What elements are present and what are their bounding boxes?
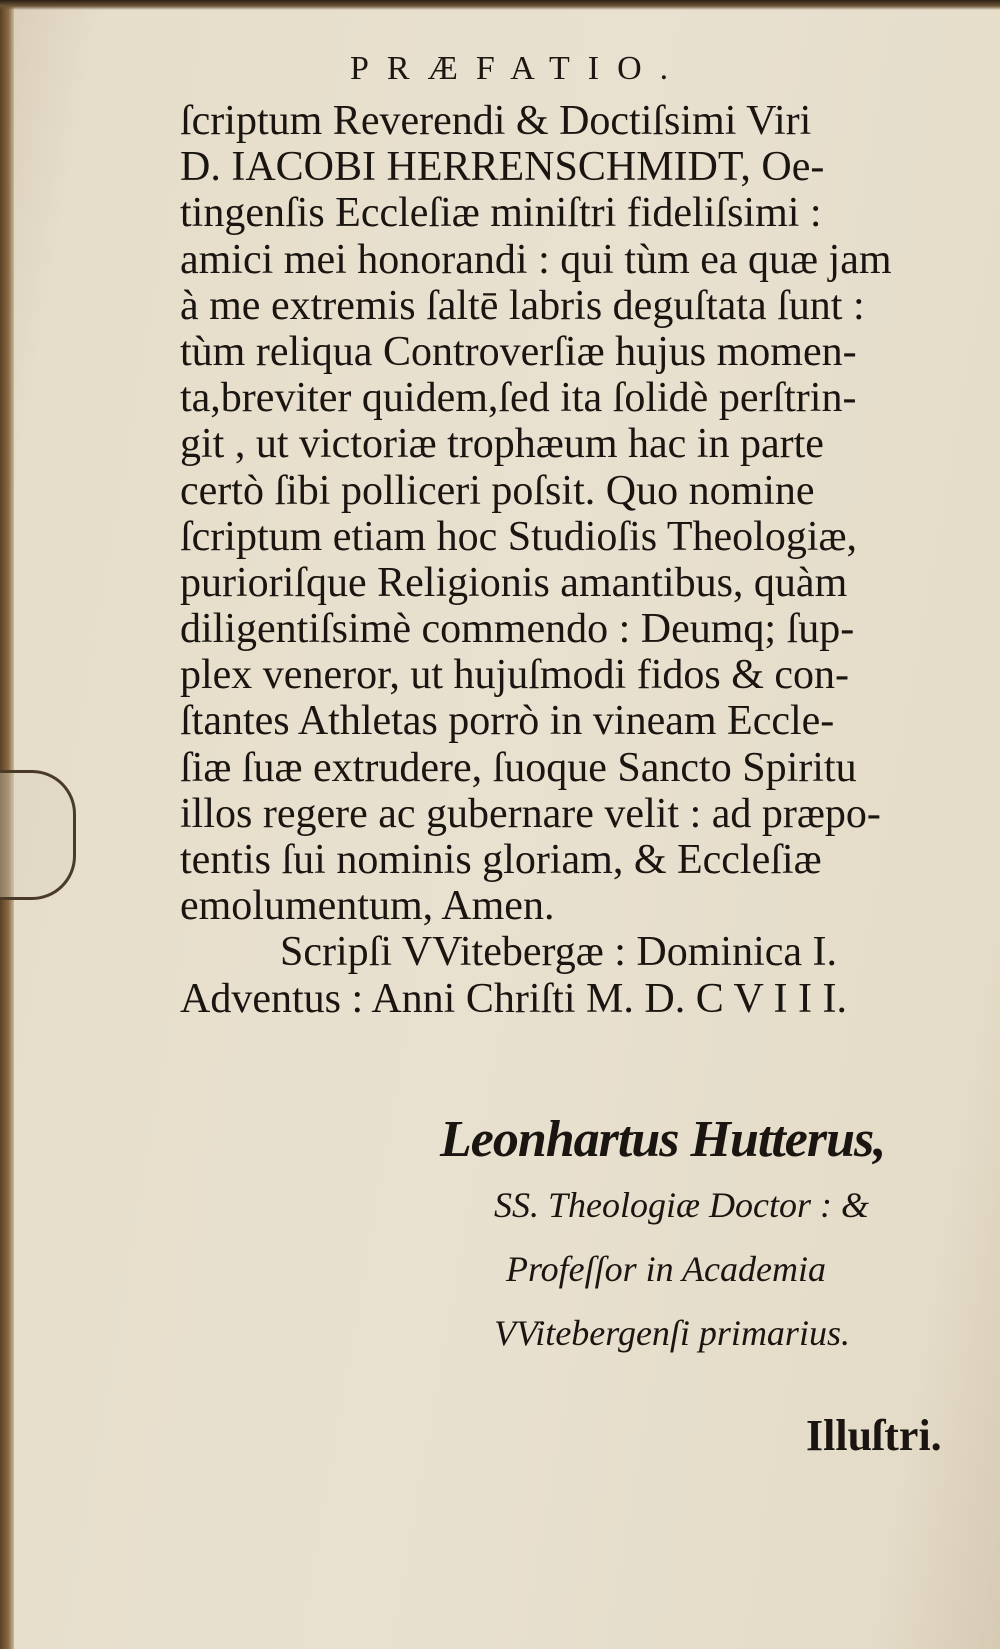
text-line: amici mei honorandi : qui tùm ea quæ jam <box>180 236 892 283</box>
text-line: tentis ſui nominis gloriam, & Eccleſiæ <box>180 837 822 883</box>
dateline: Scripſi VVitebergæ : Dominica I. <box>280 929 838 976</box>
author-title-line-3: VVitebergenſi primarius. <box>494 1313 850 1353</box>
page-top-edge <box>0 0 1000 10</box>
text-line: ſtantes Athletas porrò in vineam Eccle- <box>180 698 835 745</box>
body-text <box>180 98 960 1022</box>
text-line: diligentiſsimè commendo : Deumq; ſup- <box>180 606 855 653</box>
text-line: emolumentum, Amen. <box>180 883 555 930</box>
text-line: ſcriptum etiam hoc Studioſis Theologiæ, <box>180 513 858 560</box>
text-line: tingenſis Eccleſiæ miniſtri fideliſsimi : <box>180 190 822 237</box>
text-line: purioriſque Religionis amantibus, quàm <box>180 559 848 606</box>
signature-block <box>440 1110 960 1361</box>
text-line: ſcriptum Reverendi & Doctiſsimi Viri <box>180 98 812 144</box>
text-line: plex veneror, ut hujuſmodi fidos & con- <box>180 652 850 699</box>
text-line: ta,breviter quidem,ſed ita ſolidè perſtrin- <box>180 375 857 422</box>
dateline-continued: Adventus : Anni Chriſti M. D. C V I I I. <box>180 975 847 1022</box>
text-line: D. IACOBI HERRENSCHMIDT, Oe- <box>180 144 825 191</box>
author-name: Leonhartus Hutterus, <box>440 1111 886 1168</box>
text-line: ſiæ ſuæ extrudere, ſuoque Sancto Spiritu <box>180 744 857 791</box>
text-line: illos regere ac gubernare velit : ad præpo- <box>180 790 881 837</box>
author-title-line-1: SS. Theologiæ Doctor : & <box>494 1185 869 1225</box>
catchword: Illuſtri. <box>806 1411 942 1460</box>
text-line: tùm reliqua Controverſiæ hujus momen- <box>180 328 857 375</box>
author-title-line-2: Profeſſor in Academia <box>506 1249 826 1289</box>
text-line: certò ſibi polliceri poſsit. Quo nomine <box>180 467 815 514</box>
running-header: PRÆFATIO. <box>350 50 687 87</box>
text-line: git , ut victoriæ trophæum hac in parte <box>180 421 824 468</box>
text-line: à me extremis ſaltē labris deguſtata ſunt : <box>180 282 865 329</box>
page-clip-tab <box>0 770 76 900</box>
